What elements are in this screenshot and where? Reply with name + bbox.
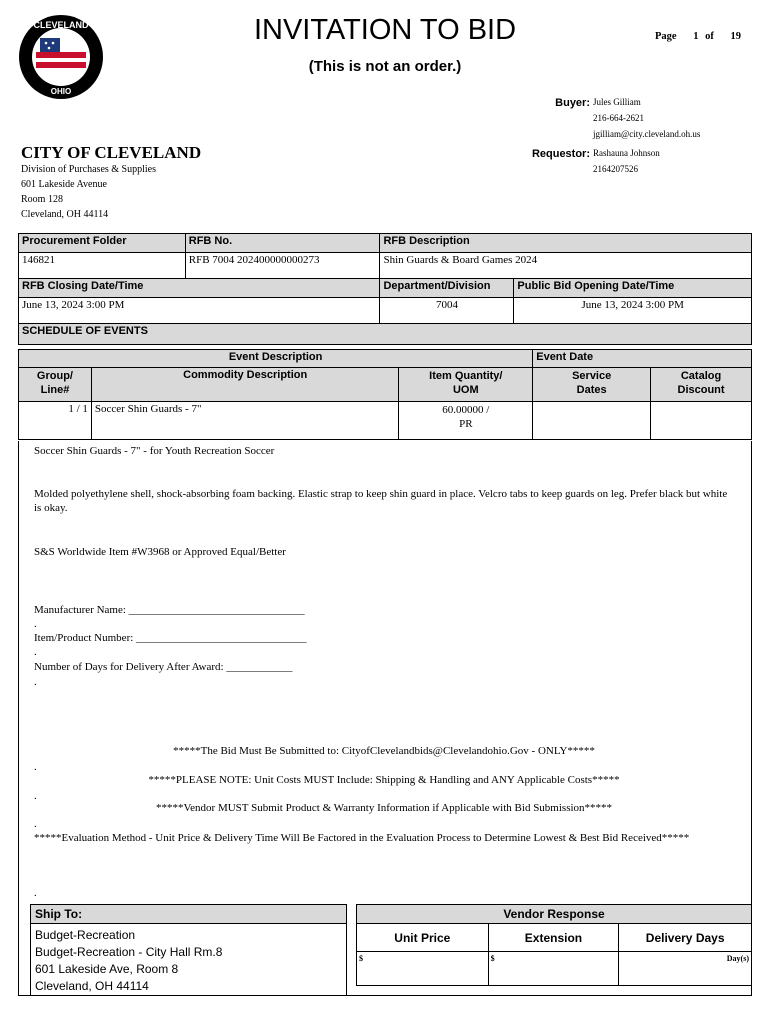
page-total: 19 [730, 31, 741, 42]
buyer-name: Jules Gilliam [593, 97, 641, 107]
col-line-text: Line# [40, 384, 70, 396]
schedule-title: SCHEDULE OF EVENTS [19, 324, 752, 345]
rfb-no-label: RFB No. [185, 234, 380, 253]
detail-description: Molded polyethylene shell, shock-absorbing foam backing. Elastic strap to keep shin guard in place. Velcro tabs to keep guards on leg. Prefer black but white is okay. [34, 488, 728, 514]
col-group-text: Group/ [36, 370, 73, 382]
procurement-folder-label: Procurement Folder [19, 234, 186, 253]
dept-label: Department/Division [380, 279, 514, 298]
rfb-info-table [18, 233, 752, 345]
org-address [21, 162, 156, 222]
row-line: 1 / 1 [19, 402, 92, 440]
notice-evaluation: *****Evaluation Method - Unit Price & Delivery Time Will Be Factored in the Evaluation Process to Determine Lowest & Best Bid Received***** [34, 832, 690, 844]
requestor-name: Rashauna Johnson [593, 148, 660, 158]
ship-to-line-2: Budget-Recreation - City Hall Rm.8 [35, 945, 223, 959]
col-qty-uom [399, 368, 533, 402]
col-service-text: Service [572, 370, 612, 382]
dept-value: 7004 [380, 298, 514, 324]
manufacturer-field: Manufacturer Name: ________________________________ [34, 604, 305, 616]
detail-summary: Soccer Shin Guards - 7" - for Youth Recreation Soccer [34, 445, 275, 457]
page-indicator [655, 31, 755, 42]
delivery-days-header: Delivery Days [619, 924, 752, 952]
col-dates-text: Dates [576, 384, 607, 396]
rfb-desc-value: Shin Guards & Board Games 2024 [380, 253, 752, 279]
vendor-response-label: Vendor Response [357, 905, 752, 924]
extension-input[interactable]: $ [488, 952, 619, 986]
vendor-response-table [356, 904, 752, 986]
ship-to-box [30, 904, 347, 996]
org-street: 601 Lakeside Avenue [21, 179, 107, 190]
procurement-folder-value: 146821 [19, 253, 186, 279]
ship-to-line-1: Budget-Recreation [35, 928, 136, 942]
unit-price-header: Unit Price [357, 924, 489, 952]
row-uom: PR [459, 418, 473, 430]
notice-submission: *****The Bid Must Be Submitted to: CityofClevelandbids@Clevelandohio.Gov - ONLY***** [173, 745, 595, 757]
event-desc-header: Event Description [19, 350, 533, 368]
page-subtitle: (This is not an order.) [308, 58, 462, 75]
notice-warranty: *****Vendor MUST Submit Product & Warranty Information if Applicable with Bid Submission***** [155, 802, 613, 814]
col-qty-text: Item Quantity/ [429, 370, 503, 382]
closing-value: June 13, 2024 3:00 PM [19, 298, 380, 324]
page-of: of [705, 31, 714, 42]
page-number: 1 [693, 31, 699, 42]
dot: . [34, 618, 37, 630]
buyer-label: Buyer: [555, 97, 590, 109]
closing-label: RFB Closing Date/Time [19, 279, 380, 298]
page-title: INVITATION TO BID [253, 14, 517, 46]
delivery-days-field: Number of Days for Delivery After Award: ____________ [34, 661, 293, 673]
event-date-header: Event Date [533, 350, 752, 368]
buyer-info [593, 94, 700, 142]
dot: . [34, 676, 37, 688]
col-catalog-text: Catalog [680, 370, 722, 382]
item-number-field: Item/Product Number: _______________________________ [34, 632, 307, 644]
org-city: Cleveland, OH 44114 [21, 209, 109, 220]
dot: . [34, 887, 37, 899]
rfb-no-value: RFB 7004 202400000000273 [185, 253, 380, 279]
col-service-dates [533, 368, 651, 402]
line-items-table [18, 349, 752, 440]
dot: . [34, 646, 37, 658]
org-room: Room 128 [21, 194, 63, 205]
requestor-label: Requestor: [531, 148, 590, 160]
svg-text:OHIO: OHIO [50, 87, 72, 96]
buyer-email[interactable]: jgilliam@city.cleveland.oh.us [593, 129, 701, 139]
row-catalog-discount [651, 402, 752, 440]
row-desc: Soccer Shin Guards - 7" [91, 402, 398, 440]
delivery-days-input[interactable]: Day(s) [619, 952, 752, 986]
extension-header: Extension [488, 924, 619, 952]
buyer-phone: 216-664-2621 [593, 113, 644, 123]
notice-unit-costs: *****PLEASE NOTE: Unit Costs MUST Include: Shipping & Handling and ANY Applicable Costs***** [148, 774, 620, 786]
dot: . [34, 790, 37, 802]
detail-item-ref: S&S Worldwide Item #W3968 or Approved Equal/Better [34, 546, 286, 558]
unit-price-input[interactable]: $ [357, 952, 489, 986]
col-discount-text: Discount [677, 384, 725, 396]
opening-label: Public Bid Opening Date/Time [514, 279, 752, 298]
ship-to-label: Ship To: [31, 905, 346, 924]
row-qty-uom [399, 402, 533, 440]
org-name: CITY OF CLEVELAND [21, 143, 202, 162]
org-division: Division of Purchases & Supplies [21, 164, 156, 175]
requestor-phone: 2164207526 [593, 164, 638, 174]
requestor-info [593, 145, 660, 177]
col-group-line [19, 368, 92, 402]
col-catalog-discount [651, 368, 752, 402]
opening-value: June 13, 2024 3:00 PM [514, 298, 752, 324]
svg-text:CLEVELAND: CLEVELAND [33, 20, 89, 30]
dot: . [34, 761, 37, 773]
ship-to-line-3: 601 Lakeside Ave, Room 8 [35, 962, 179, 976]
col-uom-text: UOM [452, 384, 479, 396]
dot: . [34, 818, 37, 830]
row-qty: 60.00000 / [442, 404, 490, 416]
ship-to-line-4: Cleveland, OH 44114 [35, 979, 149, 993]
rfb-desc-label: RFB Description [380, 234, 752, 253]
col-commodity: Commodity Description [91, 368, 398, 402]
row-service-dates [533, 402, 651, 440]
page-label: Page [655, 31, 677, 42]
table-row [19, 402, 752, 440]
